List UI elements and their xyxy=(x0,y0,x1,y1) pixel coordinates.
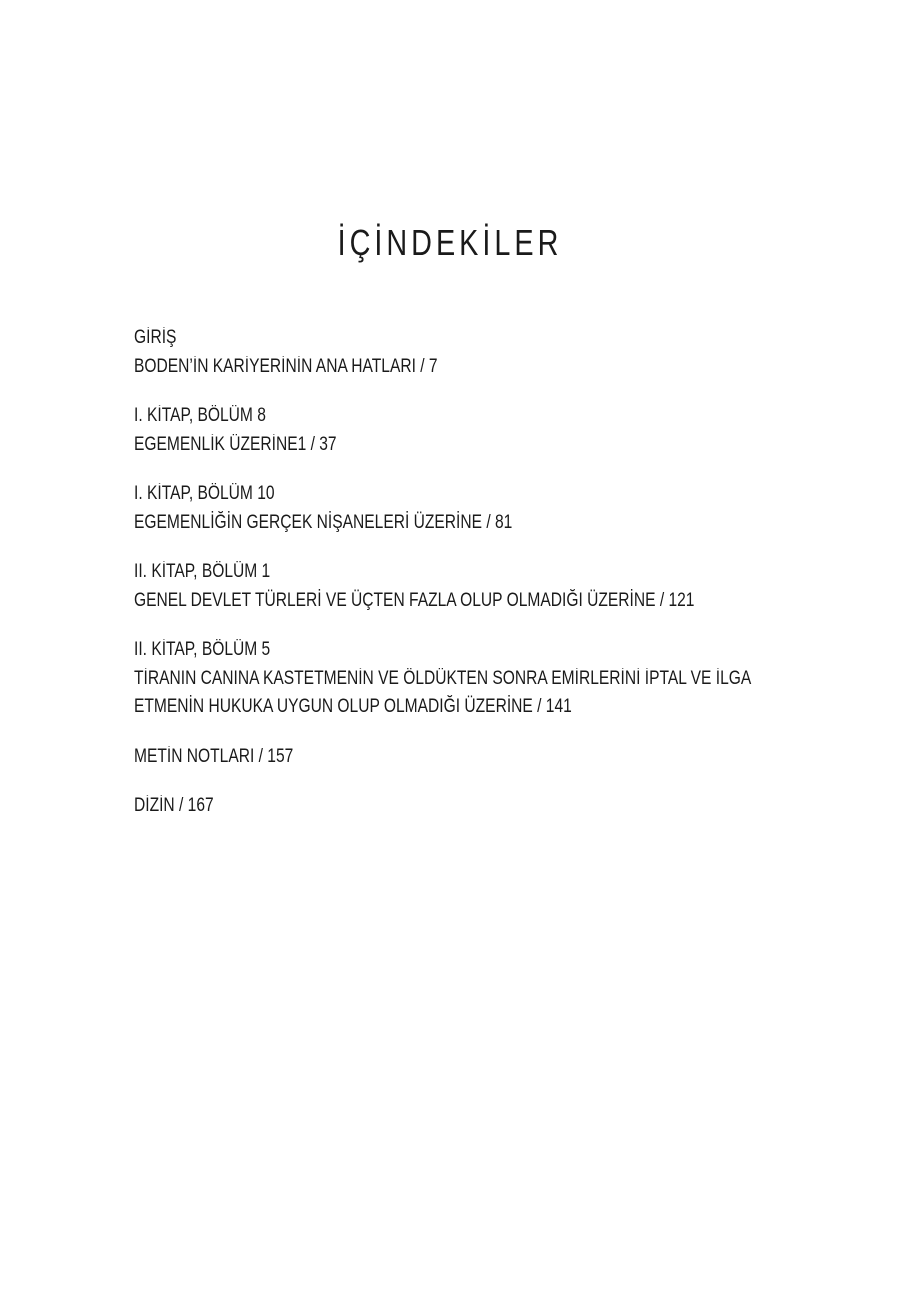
toc-line: EGEMENLİK ÜZERİNE1 / 37 xyxy=(134,433,337,455)
toc-line: II. KİTAP, BÖLÜM 5 xyxy=(134,639,271,660)
toc-line: TİRANIN CANINA KASTETMENİN VE ÖLDÜKTEN SONRA EMİRLERİNİ İPTAL VE İLGA xyxy=(134,667,752,689)
toc-line: GİRİŞ xyxy=(134,327,177,348)
toc-line: II. KİTAP, BÖLÜM 1 xyxy=(134,561,271,582)
toc-line: BODEN’İN KARİYERİNİN ANA HATLARI / 7 xyxy=(134,355,438,377)
toc-line: EGEMENLİĞİN GERÇEK NİŞANELERİ ÜZERİNE / 81 xyxy=(134,511,513,533)
table-of-contents xyxy=(134,324,834,842)
toc-entry xyxy=(134,324,834,381)
toc-line: ETMENİN HUKUKA UYGUN OLUP OLMADIĞI ÜZERİNE / 141 xyxy=(134,696,572,717)
toc-entry xyxy=(134,792,834,821)
toc-entry xyxy=(134,558,834,615)
toc-entry xyxy=(134,480,834,537)
toc-line: I. KİTAP, BÖLÜM 10 xyxy=(134,483,275,504)
toc-entry xyxy=(134,743,834,772)
toc-line: DİZİN / 167 xyxy=(134,795,214,816)
toc-line: GENEL DEVLET TÜRLERİ VE ÜÇTEN FAZLA OLUP OLMADIĞI ÜZERİNE / 121 xyxy=(134,589,695,611)
toc-entry xyxy=(134,636,834,722)
page-title: İÇİNDEKİLER xyxy=(337,222,563,263)
toc-line: I. KİTAP, BÖLÜM 8 xyxy=(134,405,266,426)
toc-entry xyxy=(134,402,834,459)
toc-line: METİN NOTLARI / 157 xyxy=(134,745,294,767)
